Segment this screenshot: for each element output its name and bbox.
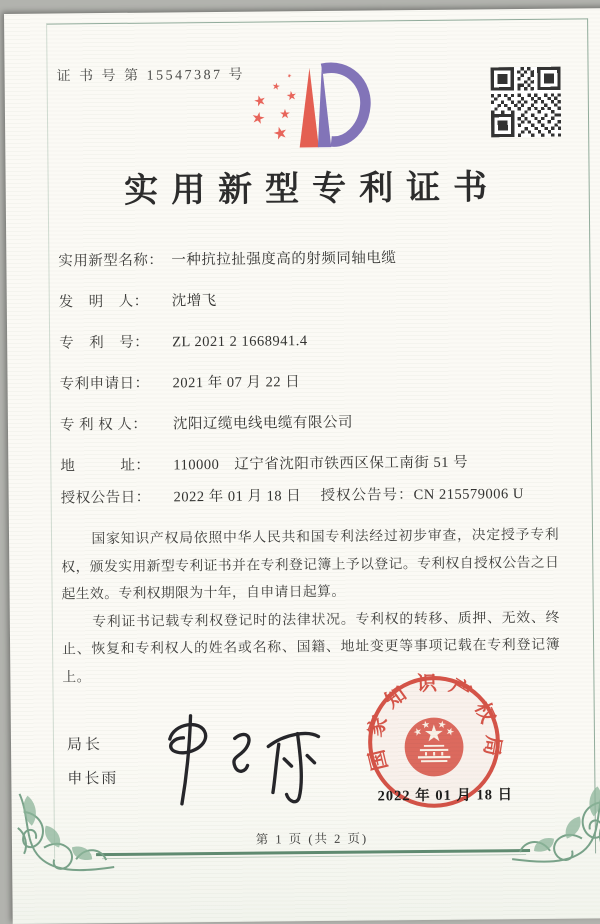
certificate-number: 证 书 号 第 15547387 号 (56, 67, 246, 85)
field-value: 沈阳辽缆电线电缆有限公司 (172, 414, 354, 433)
cnipa-logo-icon (240, 54, 375, 163)
certificate-page (4, 8, 600, 924)
seal-agency-text: 国家知识产权局 (363, 672, 505, 773)
field-label: 专 利 权 人： (59, 416, 148, 434)
field-value: 110000 辽宁省沈阳市铁西区保工南街 51 号 (173, 454, 469, 474)
field-row-patent-number (59, 329, 569, 375)
page-indicator: 第 1 页 (共 2 页) (255, 831, 369, 847)
field-value: 沈增飞 (171, 292, 217, 310)
certificate-title: 实用新型专利证书 (124, 169, 501, 210)
legal-paragraph-2: 专利证书记载专利权登记时的法律状况。专利权的转移、质押、无效、终止、恢复和专利权人的姓名或名称、国籍、地址变更等事项记载在专利登记簿上。 (62, 609, 561, 685)
field-grant-number (321, 484, 524, 506)
field-label: 专利申请日： (59, 375, 150, 393)
legal-paragraph-1: 国家知识产权局依照中华人民共和国专利法经过初步审查，决定授予专利权，颁发实用新型专利证书并在专利登记簿上予以登记。专利权自授权公告之日起生效。专利权期限为十年，自申请日起算。 (61, 526, 560, 602)
field-label: 授权公告日： (60, 489, 151, 507)
field-label: 发 明 人： (58, 293, 149, 311)
field-row-filing-date (59, 370, 569, 416)
field-label: 授权公告号： (320, 487, 414, 504)
field-value: 2021 年 07 月 22 日 (172, 374, 301, 392)
field-row-utility-model-name (58, 247, 568, 293)
field-value: CN 215579006 U (413, 486, 524, 504)
director-signature-icon (151, 707, 330, 811)
field-label: 专 利 号： (59, 334, 150, 352)
national-emblem-icon (404, 717, 463, 776)
field-value: 2022 年 01 月 18 日 (173, 488, 302, 506)
field-list (58, 247, 571, 530)
floral-ornament-left-icon (15, 787, 116, 882)
director-title: 局长 (66, 737, 104, 754)
field-row-patentee (60, 411, 570, 457)
field-row-inventor (59, 288, 569, 334)
field-label: 地 址： (60, 457, 151, 475)
field-value: ZL 2021 2 1668941.4 (172, 333, 308, 351)
seal-date: 2022 年 01 月 18 日 (377, 787, 514, 805)
director-name: 申长雨 (67, 770, 119, 788)
field-label: 实用新型名称： (58, 252, 164, 270)
qr-code-icon (491, 67, 562, 138)
field-value: 一种抗拉扯强度高的射频同轴电缆 (171, 250, 397, 269)
